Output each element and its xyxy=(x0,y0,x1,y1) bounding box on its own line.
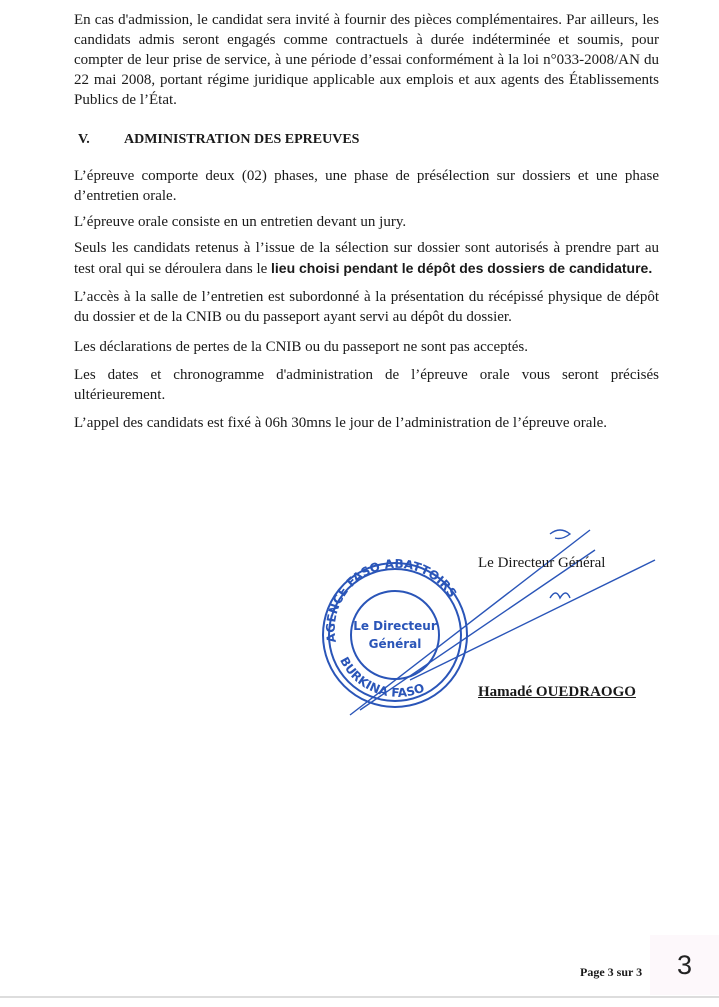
stamp-center-1: Le Directeur xyxy=(353,619,437,633)
section-title: ADMINISTRATION DES EPREUVES xyxy=(124,132,360,147)
page-footer: Page 3 sur 3 xyxy=(580,965,643,979)
losses-paragraph: Les déclarations de pertes de la CNIB ou du passeport ne sont pas acceptés. xyxy=(74,339,529,355)
signatory-title: Le Directeur Général xyxy=(478,555,606,571)
section-heading xyxy=(78,130,659,150)
stamp-top-text: AGENCE FASO ABATTOIRS xyxy=(323,556,460,644)
oral-paragraph: L’épreuve orale consiste en un entretien devant un jury. xyxy=(74,214,407,230)
access-paragraph: L’accès à la salle de l’entretien est subordonné à la présentation du récépissé physique de dépôt du dossier et de la CNIB ou du passeport ayant servi au dépôt du dossier. xyxy=(74,289,659,325)
admission-paragraph: En cas d'admission, le candidat sera invité à fournir des pièces complémentaires. Par ailleurs, les candidats admis seront engagés comme contractuels à durée indéterminée et soumis, pour compter de leur prise de service, à une période d’essai conformément à la loi n°033-2008/AN du 22 mai 2008, portant régime juridique applicable aux emplois et aux agents des Établissements Publics de l’État. xyxy=(74,12,659,108)
section-number: V. xyxy=(78,132,90,147)
phases-paragraph: L’épreuve comporte deux (02) phases, une phase de présélection sur dossiers et une phase d’entretien orale. xyxy=(74,168,659,204)
page-number: 3 xyxy=(650,935,719,995)
call-paragraph: L’appel des candidats est fixé à 06h 30mns le jour de l’administration de l’épreuve orale. xyxy=(74,415,608,431)
selection-text: Seuls les candidats retenus à l’issue de la sélection sur dossier sont autorisés à prendre part au test oral qui se déroulera dans le xyxy=(74,240,659,277)
signatory-name: Hamadé OUEDRAOGO xyxy=(478,684,636,700)
stamp-center-2: Général xyxy=(368,637,422,651)
document-body xyxy=(74,10,659,433)
bottom-edge xyxy=(0,996,719,998)
dates-paragraph: Les dates et chronogramme d'administration de l’épreuve orale vous seront précisés ultérieurement. xyxy=(74,367,659,403)
selection-bold-text: lieu choisi pendant le dépôt des dossiers de candidature. xyxy=(271,260,653,276)
selection-paragraph xyxy=(74,238,659,279)
stamp-bottom-text: BURKINA FASO xyxy=(337,654,427,700)
